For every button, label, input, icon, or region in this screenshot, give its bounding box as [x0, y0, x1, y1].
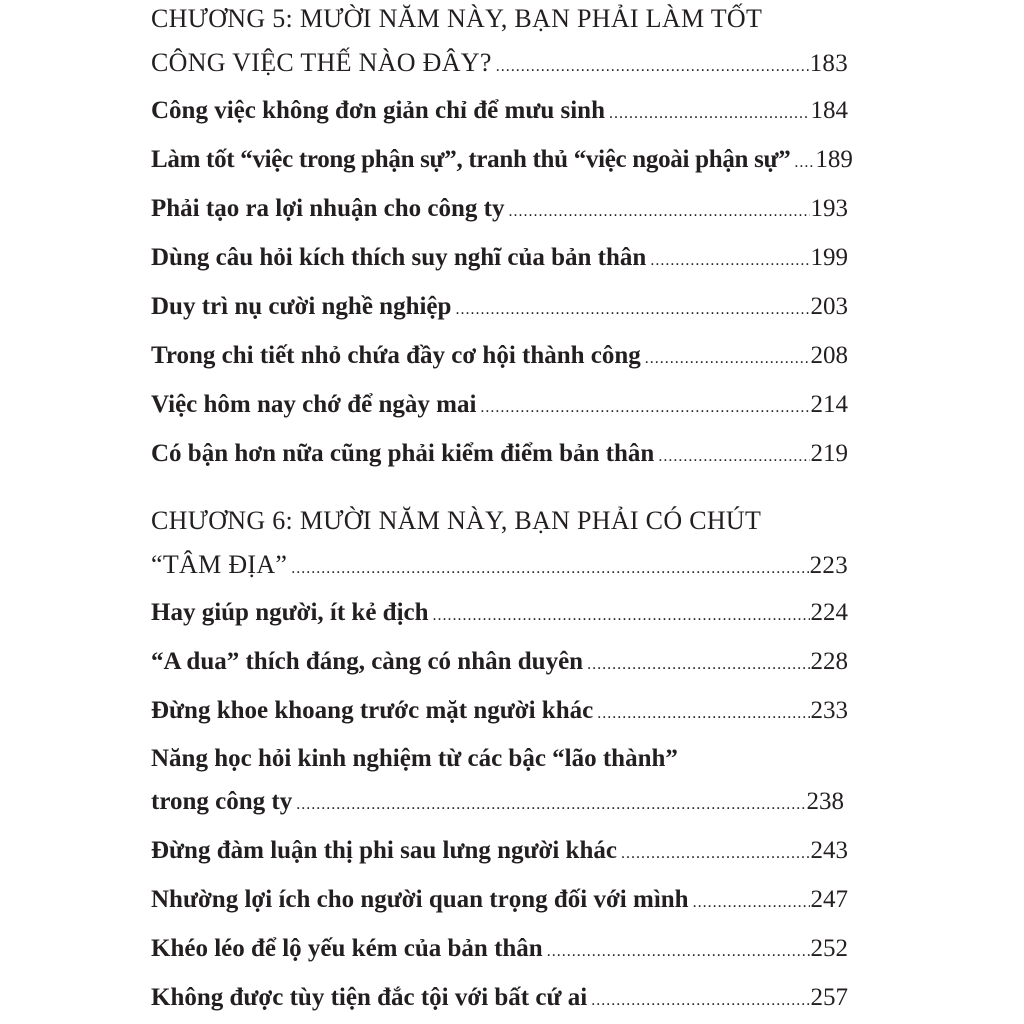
entry-title: Đừng khoe khoang trước mặt người khác	[151, 697, 594, 724]
chapter-heading	[151, 4, 848, 34]
entry-title: Khéo léo để lộ yếu kém của bản thân	[151, 935, 543, 962]
entry-title: Duy trì nụ cười nghề nghiệp	[151, 293, 452, 320]
toc-row[interactable]	[151, 48, 848, 78]
page-number: 193	[810, 195, 848, 222]
entry-title-line: Năng học hỏi kinh nghiệm từ các bậc “lão thành”	[151, 745, 678, 772]
entry-title: Dùng câu hỏi kích thích suy nghĩ của bản thân	[151, 244, 647, 271]
dot-leader	[547, 943, 810, 961]
chapter-heading	[151, 506, 848, 536]
dot-leader	[693, 894, 810, 912]
toc-row[interactable]	[151, 244, 848, 272]
chapter-title-line: “TÂM ĐỊA”	[151, 550, 288, 579]
toc-row[interactable]	[151, 837, 848, 865]
entry-title: Việc hôm nay chớ để ngày mai	[151, 391, 477, 418]
dot-leader	[591, 992, 809, 1010]
entry-title: Đừng đàm luận thị phi sau lưng người khác	[151, 837, 617, 864]
dot-leader	[597, 705, 809, 723]
page-number: 257	[810, 984, 848, 1011]
page-number: 199	[810, 244, 848, 271]
toc-row[interactable]	[151, 440, 848, 468]
page-number: 243	[810, 837, 848, 864]
chapter-title-line: CHƯƠNG 6: MƯỜI NĂM NÀY, BẠN PHẢI CÓ CHÚT	[151, 506, 762, 535]
toc-row[interactable]	[151, 342, 848, 370]
page-number: 189	[815, 146, 853, 173]
toc-row[interactable]	[151, 788, 844, 816]
entry-title: Làm tốt “việc trong phận sự”, tranh thủ “việc ngoài phận sự”	[151, 146, 791, 173]
dot-leader	[658, 448, 809, 466]
page-number: 252	[810, 935, 848, 962]
dot-leader	[480, 399, 809, 417]
dot-leader	[650, 252, 809, 270]
page-number: 219	[810, 440, 848, 467]
entry-title: Phải tạo ra lợi nhuận cho công ty	[151, 195, 505, 222]
page-number: 238	[806, 788, 844, 815]
entry-title: Có bận hơn nữa cũng phải kiểm điểm bản thân	[151, 440, 655, 467]
entry-title: Nhường lợi ích cho người quan trọng đối với mình	[151, 886, 689, 913]
toc-row[interactable]	[151, 550, 848, 580]
page-number: 208	[810, 342, 848, 369]
entry-title: Hay giúp người, ít kẻ địch	[151, 599, 429, 626]
toc-row[interactable]	[151, 935, 848, 963]
toc-row[interactable]	[151, 391, 848, 419]
toc-row[interactable]	[151, 293, 848, 321]
dot-leader	[621, 845, 810, 863]
toc-row[interactable]	[151, 195, 848, 223]
dot-leader	[609, 105, 810, 123]
page-number: 203	[810, 293, 848, 320]
page-number: 184	[810, 97, 848, 124]
chapter-title-line: CÔNG VIỆC THẾ NÀO ĐÂY?	[151, 48, 492, 77]
dot-leader	[508, 203, 809, 221]
toc-row[interactable]	[151, 97, 848, 125]
dot-leader	[455, 301, 809, 319]
toc-row[interactable]	[151, 146, 853, 174]
dot-leader	[291, 560, 808, 578]
dot-leader	[587, 656, 809, 674]
entry-title: Công việc không đơn giản chỉ để mưu sinh	[151, 97, 605, 124]
entry-title: Không được tùy tiện đắc tội với bất cứ ai	[151, 984, 588, 1011]
toc-row[interactable]	[151, 984, 848, 1012]
dot-leader	[645, 350, 810, 368]
toc-row[interactable]	[151, 886, 848, 914]
chapter-title-line: CHƯƠNG 5: MƯỜI NĂM NÀY, BẠN PHẢI LÀM TỐT	[151, 4, 763, 33]
dot-leader	[794, 154, 814, 172]
page-number: 247	[810, 886, 848, 913]
page-number: 233	[810, 697, 848, 724]
page-number: 228	[810, 648, 848, 675]
dot-leader	[433, 607, 810, 625]
toc-row-wrapped[interactable]	[151, 745, 848, 773]
toc-row[interactable]	[151, 697, 848, 725]
page-number: 214	[810, 391, 848, 418]
entry-title: Trong chi tiết nhỏ chứa đầy cơ hội thành công	[151, 342, 641, 369]
page-number: 223	[809, 552, 848, 579]
toc-row[interactable]	[151, 648, 848, 676]
dot-leader	[296, 796, 805, 814]
toc-row[interactable]	[151, 599, 848, 627]
dot-leader	[496, 58, 809, 76]
entry-title: trong công ty	[151, 788, 293, 815]
page-number: 224	[810, 599, 848, 626]
entry-title: “A dua” thích đáng, càng có nhân duyên	[151, 648, 584, 675]
page-number: 183	[809, 50, 848, 77]
